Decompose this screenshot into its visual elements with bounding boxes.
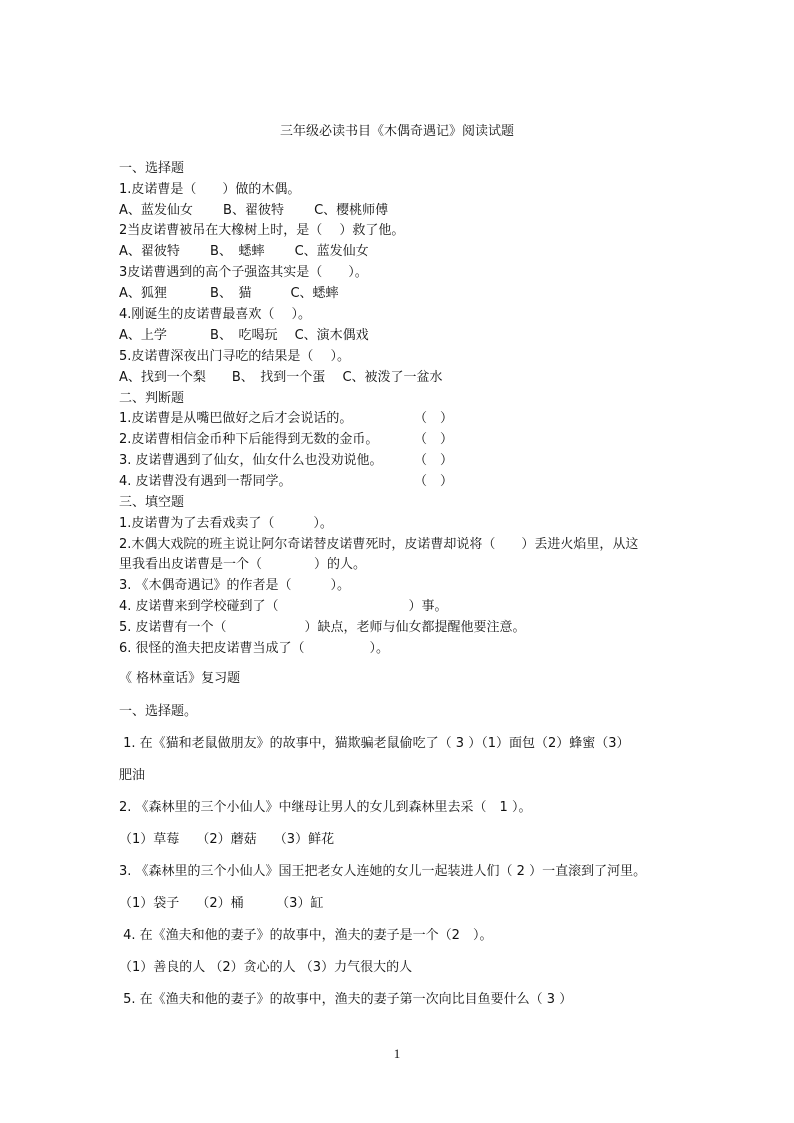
question-3: 3皮诺曹遇到的高个子强盗其实是（ ）。 [119, 265, 368, 280]
grimm-question-3: 3. 《森林里的三个小仙人》国王把老女人连她的女儿一起装进人们（ 2 ）一直滚到了河里。 [119, 864, 647, 879]
judge-3-bracket: （ ） [414, 453, 454, 468]
grimm-question-3-options: （1）袋子 （2）桶 （3）缸 [119, 896, 324, 911]
question-3-options: A、狐狸 B、 猫 C、蟋蟀 [119, 286, 339, 301]
judge-3: 3. 皮诺曹遇到了仙女，仙女什么也没劝说他。 [119, 453, 383, 468]
grimm-question-1-line-1: 1. 在《猫和老鼠做朋友》的故事中，猫欺骗老鼠偷吃了（ 3 ）（1）面包（2）蜂蜜（3） [119, 736, 630, 751]
judge-4-bracket: （ ） [414, 474, 454, 489]
question-4: 4.刚诞生的皮诺曹最喜欢（ ）。 [119, 307, 312, 322]
question-4-options: A、上学 B、 吃喝玩 C、演木偶戏 [119, 328, 369, 343]
judge-4: 4. 皮诺曹没有遇到一帮同学。 [119, 474, 292, 489]
grimm-question-2: 2. 《森林里的三个小仙人》中继母让男人的女儿到森林里去采（ 1 ）。 [119, 800, 532, 815]
question-1: 1.皮诺曹是（ ）做的木偶。 [119, 182, 301, 197]
question-2: 2当皮诺曹被吊在大橡树上时，是（ ）救了他。 [119, 223, 405, 238]
judge-2-bracket: （ ） [414, 432, 454, 447]
judge-2: 2.皮诺曹相信金币种下后能得到无数的金币。 [119, 432, 379, 447]
question-5: 5.皮诺曹深夜出门寻吃的结果是（ ）。 [119, 349, 351, 364]
fill-6: 6. 很怪的渔夫把皮诺曹当成了（ ）。 [119, 641, 390, 656]
fill-1: 1.皮诺曹为了去看戏卖了（ ）。 [119, 516, 333, 531]
section-heading-choice: 一、选择题 [119, 161, 185, 176]
question-2-options: A、翟彼特 B、 蟋蟀 C、蓝发仙女 [119, 244, 369, 259]
judge-1: 1.皮诺曹是从嘴巴做好之后才会说话的。 [119, 411, 353, 426]
fill-2-line-2: 里我看出皮诺曹是一个（ ）的人。 [119, 557, 367, 572]
grimm-question-4-options: （1）善良的人 （2）贪心的人 （3）力气很大的人 [119, 960, 413, 975]
section-heading-grimm-choice: 一、选择题。 [119, 704, 198, 719]
grimm-question-5: 5. 在《渔夫和他的妻子》的故事中，渔夫的妻子第一次向比目鱼要什么（ 3 ） [119, 992, 573, 1007]
section-title-grimm: 《 格林童话》复习题 [119, 671, 241, 686]
question-5-options: A、找到一个梨 B、 找到一个蛋 C、被泼了一盆水 [119, 370, 443, 385]
fill-2-line-1: 2.木偶大戏院的班主说让阿尔奇诺替皮诺曹死时，皮诺曹却说将（ ）丢进火焰里，从这 [119, 537, 639, 552]
page-number: 1 [393, 1046, 401, 1061]
fill-5: 5. 皮诺曹有一个（ ）缺点，老师与仙女都提醒他要注意。 [119, 620, 526, 635]
section-heading-judge: 二、判断题 [119, 391, 185, 406]
fill-3: 3. 《木偶奇遇记》的作者是（ ）。 [119, 578, 351, 593]
grimm-question-2-options: （1）草莓 （2）蘑菇 （3）鲜花 [119, 832, 335, 847]
judge-1-bracket: （ ） [414, 411, 454, 426]
section-heading-fill: 三、填空题 [119, 495, 185, 510]
question-1-options: A、蓝发仙女 B、翟彼特 C、樱桃师傅 [119, 203, 389, 218]
fill-4: 4. 皮诺曹来到学校碰到了（ ）事。 [119, 599, 448, 614]
grimm-question-1-line-2: 肥油 [119, 768, 146, 783]
document-title: 三年级必读书目《木偶奇遇记》阅读试题 [279, 124, 514, 139]
grimm-question-4: 4. 在《渔夫和他的妻子》的故事中，渔夫的妻子是一个（2 ）。 [119, 928, 493, 943]
